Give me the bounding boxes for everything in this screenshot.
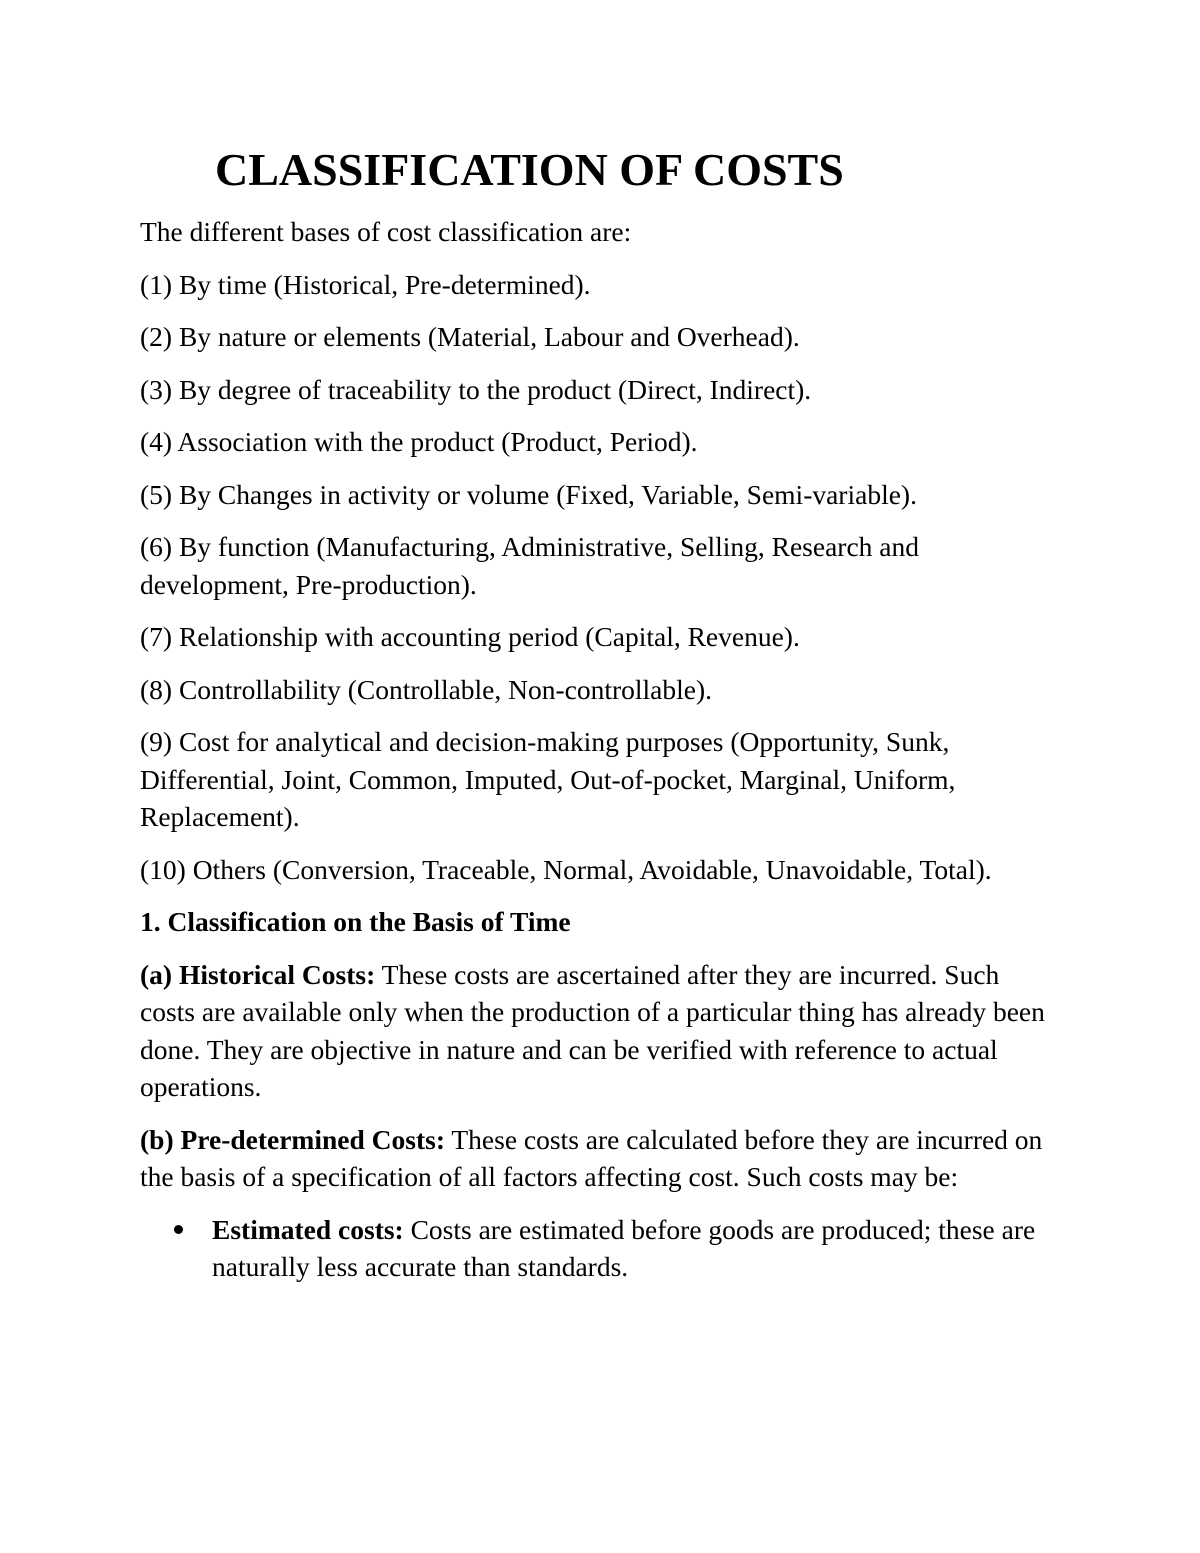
historical-costs-label: (a) Historical Costs:	[140, 958, 376, 990]
basis-item-4: (4) Association with the product (Product, Period).	[140, 426, 698, 457]
basis-item-7: (7) Relationship with accounting period (Capital, Revenue).	[140, 621, 800, 652]
page-title: CLASSIFICATION OF COSTS	[215, 144, 844, 195]
basis-item-3: (3) By degree of traceability to the product (Direct, Indirect).	[140, 373, 812, 405]
historical-costs-paragraph	[140, 956, 1060, 1106]
bullet-icon	[174, 1225, 183, 1234]
cost-types-list	[140, 1211, 1060, 1286]
estimated-costs-text: Costs are estimated before goods are produced; these are naturally less accurate than standards.	[212, 1213, 1036, 1282]
intro-paragraph: The different bases of cost classification are:	[140, 216, 632, 247]
document-page	[140, 0, 1060, 1553]
basis-item-1: (1) By time (Historical, Pre-determined).	[140, 268, 591, 300]
basis-item-8: (8) Controllability (Controllable, Non-controllable).	[140, 673, 713, 705]
predetermined-costs-paragraph	[140, 1121, 1060, 1196]
predetermined-costs-label: (b) Pre-determined Costs:	[140, 1123, 445, 1155]
basis-item-10: (10) Others (Conversion, Traceable, Normal, Avoidable, Unavoidable, Total).	[140, 853, 992, 885]
basis-item-6: (6) By function (Manufacturing, Administrative, Selling, Research and development, Pre-production).	[140, 531, 919, 600]
section-heading: 1. Classification on the Basis of Time	[140, 906, 571, 937]
estimated-costs-label: Estimated costs:	[212, 1213, 404, 1245]
predetermined-costs-text: These costs are calculated before they are incurred on the basis of a specification of all factors affecting cost. Such costs may be:	[140, 1123, 1043, 1192]
document-body	[140, 213, 1060, 1286]
basis-item-9: (9) Cost for analytical and decision-making purposes (Opportunity, Sunk, Differential, Joint, Common, Imputed, Out-of-pocket, Marginal, Uniform, Replacement).	[140, 726, 956, 832]
historical-costs-text: These costs are ascertained after they are incurred. Such costs are available only when the production of a particular thing has already been done. They are objective in nature and can be verified with reference to actual operations.	[140, 958, 1045, 1102]
basis-item-5: (5) By Changes in activity or volume (Fixed, Variable, Semi-variable).	[140, 478, 917, 510]
basis-item-2: (2) By nature or elements (Material, Labour and Overhead).	[140, 321, 800, 352]
list-item	[140, 1211, 1060, 1286]
